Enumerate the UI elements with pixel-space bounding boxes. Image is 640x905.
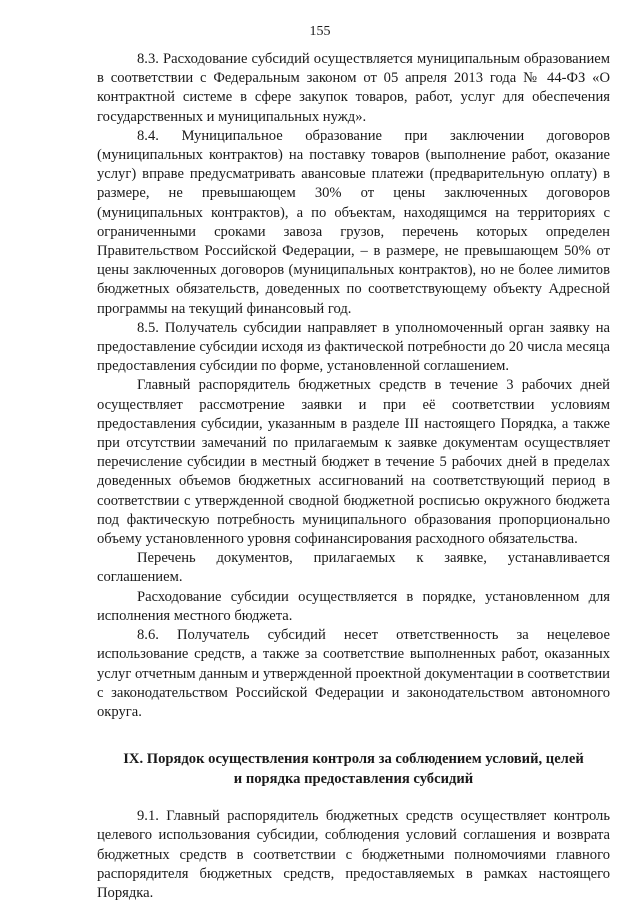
paragraph-spending-order: Расходование субсидии осуществляется в порядке, установленном для исполнения местного бюджета.: [97, 588, 610, 624]
document-body: [97, 50, 610, 903]
paragraph-9-1: 9.1. Главный распорядитель бюджетных средств осуществляет контроль целевого использования субсидии, соблюдения условий соглашения и возврата бюджетных средств в соответствии с бюджетными полномочиями главного распорядителя бюджетных средств, предоставляемых в рамках настоящего Порядка.: [97, 808, 610, 901]
section-heading-ix: [97, 750, 610, 789]
section-heading-line-2: и порядка предоставления субсидий: [233, 770, 474, 787]
paragraph-review-procedure: Главный распорядитель бюджетных средств в течение 3 рабочих дней осуществляет рассмотрение заявки и при её соответствии условиям предоставления субсидии, указанным в разделе III настоящего Порядка, а также при отсутствии замечаний по прилагаемым к заявке документам осуществляет перечисление субсидии в местный бюджет в течение 5 рабочих дней в пределах доведенных объемов бюджетных ассигнований на соответствующий период в соответствии с утвержденной сводной бюджетной росписью окружного бюджета под фактическую потребность муниципального образования пропорционально объему установленного уровня софинансирования расходного обязательства.: [97, 377, 610, 548]
paragraph-8-5: 8.5. Получатель субсидии направляет в уполномоченный орган заявку на предоставление субсидии исходя из фактической потребности до 20 числа месяца предоставления субсидии по форме, установленной соглашением.: [97, 319, 610, 375]
paragraph-8-3: 8.3. Расходование субсидий осуществляется муниципальным образованием в соответствии с Федеральным законом от 05 апреля 2013 года № 44-ФЗ «О контрактной системе в сфере закупок товаров, работ, услуг для обеспечения государственных и муниципальных нужд».: [97, 51, 610, 125]
paragraph-8-4: 8.4. Муниципальное образование при заключении договоров (муниципальных контрактов) на поставку товаров (выполнение работ, оказание услуг) вправе предусматривать авансовые платежи (предварительную оплату) в размере, не превышающем 30% от цены заключенных договоров (муниципальных контрактов), а по объектам, находящимся на территориях с ограниченными сроками завоза грузов, перечень которых определен Правительством Российской Федерации, – в размере, не превышающем 50% от цены заключенных договоров (муниципальных контрактов), но не более лимитов бюджетных обязательств, доведенных по соответствующему объекту Адресной программы на текущий финансовый год.: [97, 127, 610, 317]
paragraph-8-6: 8.6. Получатель субсидий несет ответственность за нецелевое использование средств, а также за соответствие выполненных работ, оказанных услуг отчетным данным и утвержденной проектной документации в соответствии с законодательством Российской Федерации и законодательством автономного округа.: [97, 627, 610, 720]
page-number: 155: [309, 24, 331, 39]
section-heading-line-1: IX. Порядок осуществления контроля за соблюдением условий, целей: [123, 751, 584, 768]
paragraph-documents-list: Перечень документов, прилагаемых к заявке, устанавливается соглашением.: [97, 550, 610, 586]
